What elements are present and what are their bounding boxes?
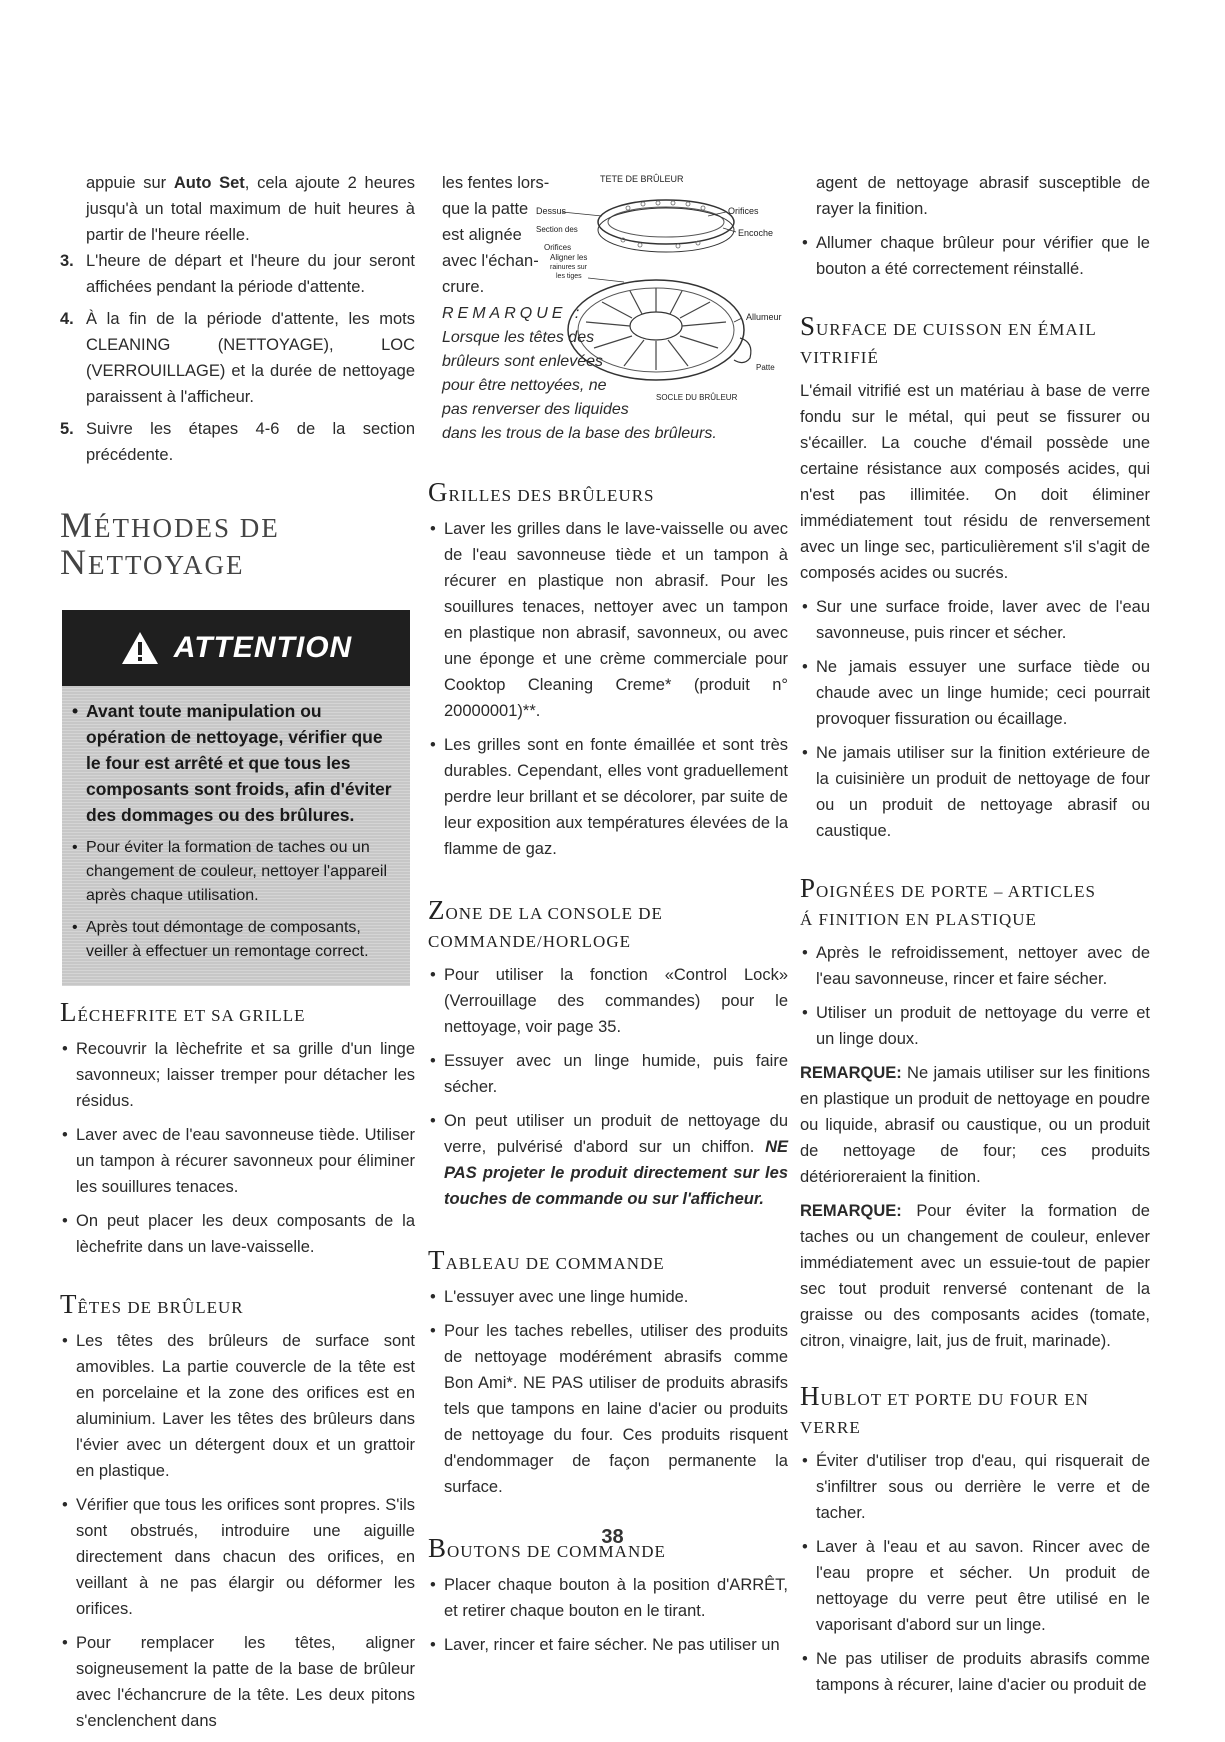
label-aligner: Aligner les [550, 253, 588, 262]
section-title-poignees: POIGNÉES DE PORTE – ARTICLES Á FINITION EN PLASTIQUE [800, 873, 1096, 929]
list-item: • Laver avec de l'eau savonneuse tiède. Utiliser un tampon à récurer savonneux pour éliminer les souillures tenaces. [60, 1122, 415, 1200]
burner-diagram-block [428, 170, 788, 442]
list-item: • Les têtes des brûleurs de surface sont amovibles. La partie couvercle de la tête est en porcelaine et la zone des orifices est en aluminium. Laver les têtes des brûleurs dans l'évier avec un détergent doux et un grattoir en plastique. [60, 1328, 415, 1484]
list-item: • Les grilles sont en fonte émaillée et sont très durables. Cependant, elles vont graduellement perdre leur brillant et se décolorer, par suite de leur exposition aux températures élevées de la flamme de gaz. [428, 732, 788, 862]
label-encoche: Encoche [738, 228, 774, 238]
diagram-side-text: les fentes lors- que la patte est alignée avec l'échan- crure. [442, 174, 550, 296]
list-item: • Recouvrir la lèchefrite et sa grille d'un linge savonneux; laisser tremper pour détacher les résidus. [60, 1036, 415, 1114]
section-title-surface: SURFACE DE CUISSON EN ÉMAIL VITRIFIÉ [800, 311, 1097, 367]
label-dessus: Dessus [536, 206, 567, 216]
label-allumeur: Allumeur [746, 312, 782, 322]
warning-header [62, 610, 410, 686]
list-item: • Allumer chaque brûleur pour vérifier que le bouton a été correctement réinstallé. [800, 230, 1150, 282]
label-orifices-section: Orifices [544, 243, 572, 252]
intro-paragraph: appuie sur Auto Set, cela ajoute 2 heures jusqu'à un total maximum de huit heures à partir de l'heure réelle. [86, 174, 415, 244]
label-socle: SOCLE DU BRÛLEUR [656, 393, 738, 402]
list-item: • On peut utiliser un produit de nettoyage du verre, pulvérisé d'abord sur un chiffon. NE PAS projeter le produit directement sur les touches de commande ou sur l'afficheur. [428, 1108, 788, 1212]
step-4: 4. À la fin de la période d'attente, les mots CLEANING (NETTOYAGE), LOC (VERROUILLAGE) et la durée de nettoyage paraissent à l'afficheur. [60, 310, 415, 406]
label-patte: Patte [756, 363, 775, 372]
column-3 [800, 170, 1150, 1706]
section-title-lechefrite: LÉCHEFRITE ET SA GRILLE [60, 997, 306, 1027]
cleaning-methods-title: MÉTHODES DE NETTOYAGE [60, 505, 280, 582]
auto-set-label: Auto Set [173, 174, 245, 192]
surface-paragraph: L'émail vitrifié est un matériau à base de verre fondu sur le métal, qui peut se fissurer ou s'écailler. La couche d'émail possède une certaine résistance aux composés acides, qui n'est pas illimitée. On doit éliminer immédiatement tout résidu de renversement avec un linge sec, particulièrement s'il s'agit de composés acides ou sucrés. [800, 382, 1150, 582]
list-item: • On peut placer les deux composants de la lèchefrite dans un lave-vaisselle. [60, 1208, 415, 1260]
note-label: REMARQUE : [442, 305, 584, 322]
column-1 [60, 170, 415, 1742]
warning-item: • Pour éviter la formation de taches ou un changement de couleur, nettoyer l'appareil après chaque utilisation. [72, 836, 400, 908]
list-item: • Pour les taches rebelles, utiliser des produits de nettoyage modérément abrasifs comme Bon Ami*. NE PAS utiliser de produits abrasifs tels que tampons en laine d'acier ou produits de nettoyage du four. Ces produits risquent d'endommager de façon permanente la surface. [428, 1318, 788, 1500]
list-item: • L'essuyer avec une linge humide. [428, 1284, 788, 1310]
list-item: • Placer chaque bouton à la position d'ARRÊT, et retirer chaque bouton en le tirant. [428, 1572, 788, 1624]
section-title-console: ZONE DE LA CONSOLE DE COMMANDE/HORLOGE [428, 895, 663, 951]
label-orifices: Orifices [728, 206, 759, 216]
label-aligner: les tiges [556, 273, 582, 280]
list-item: • Laver les grilles dans le lave-vaisselle ou avec de l'eau savonneuse tiède et un tampon à récurer en plastique non abrasif. Pour les souillures tenaces, nettoyer avec un tampon en plastique non abrasif, savonneux, ou avec une éponge et une crème commerciale pour Cooktop Cleaning Creme* (produit n° 20000001)**. [428, 516, 788, 724]
list-item: • Ne jamais essuyer une surface tiède ou chaude avec un linge humide; ceci pourrait provoquer fissuration ou écaillage. [800, 654, 1150, 732]
section-title-grilles: GRILLES DES BRÛLEURS [428, 477, 655, 507]
step-3: 3. L'heure de départ et l'heure du jour seront affichées pendant la période d'attente. [60, 252, 415, 296]
warning-item: • Avant toute manipulation ou opération de nettoyage, vérifier que le four est arrêté et que tous les composants sont froids, afin d'éviter des dommages ou des brûlures. [72, 698, 400, 828]
list-item: • Ne jamais utiliser sur la finition extérieure de la cuisinière un produit de nettoyage de four ou un produit de nettoyage abrasif ou caustique. [800, 740, 1150, 844]
section-title-hublot: HUBLOT ET PORTE DU FOUR EN VERRE [800, 1381, 1089, 1437]
list-item: • Laver à l'eau et au savon. Rincer avec de l'eau propre et sécher. Un produit de nettoyage du verre peut être utilisé en le vaporisant d'abord sur un linge. [800, 1534, 1150, 1638]
section-title-tetes: TÊTES DE BRÛLEUR [60, 1289, 244, 1319]
label-tete: TETE DE BRÛLEUR [600, 174, 684, 184]
list-item: • Sur une surface froide, laver avec de l'eau savonneuse, puis rincer et sécher. [800, 594, 1150, 646]
note-paragraph: REMARQUE: Ne jamais utiliser sur les finitions en plastique un produit de nettoyage en poudre ou liquide, abrasif ou caustique, ou un produit de nettoyage de four; ces produits détérioreraient la finition. [800, 1064, 1150, 1186]
continuation-text: agent de nettoyage abrasif susceptible de rayer la finition. [816, 174, 1150, 218]
list-item: • Ne pas utiliser de produits abrasifs comme tampons à récurer, laine d'acier ou produit de [800, 1646, 1150, 1698]
column-2 [428, 170, 788, 1666]
warning-item: • Après tout démontage de composants, veiller à effectuer un remontage correct. [72, 916, 400, 964]
note-block: REMARQUE : Lorsque les têtes des brûleurs sont enlevées pour être nettoyées, ne pas renverser des liquides dans les trous de la base des brûleurs. [442, 302, 642, 446]
step-5: 5. Suivre les étapes 4-6 de la section précédente. [60, 420, 415, 464]
warning-title: ATTENTION [173, 631, 353, 664]
list-item: • Essuyer avec un linge humide, puis faire sécher. [428, 1048, 788, 1100]
warning-box [62, 610, 410, 986]
list-item: • Pour remplacer les têtes, aligner soigneusement la patte de la base de brûleur avec l'échancrure de la tête. Les deux pitons s'enclenchent dans [60, 1630, 415, 1734]
note-paragraph: REMARQUE: Pour éviter la formation de taches ou un changement de couleur, enlever immédiatement avec un essuie-tout de papier sec tout produit renversé contenant de la graisse ou des composants acides (tomate, citron, vinaigre, lait, jus de fruit, marinade). [800, 1202, 1150, 1350]
section-title-boutons: BOUTONS DE COMMANDE [428, 1533, 666, 1563]
list-item: • Laver, rincer et faire sécher. Ne pas utiliser un [428, 1632, 788, 1658]
list-item: • Utiliser un produit de nettoyage du verre et un linge doux. [800, 1000, 1150, 1052]
label-section: Section des [536, 225, 578, 234]
page-number: 38 [601, 1526, 624, 1548]
list-item: • Éviter d'utiliser trop d'eau, qui risquerait de s'infiltrer sous ou derrière le verre et de tacher. [800, 1448, 1150, 1526]
list-item: • Vérifier que tous les orifices sont propres. S'ils sont obstrués, introduire une aiguille directement dans chacun des orifices, en veillant à ne pas élargir ou déformer les orifices. [60, 1492, 415, 1622]
section-title-tableau: TABLEAU DE COMMANDE [428, 1245, 665, 1275]
list-item: • Après le refroidissement, nettoyer avec de l'eau savonneuse, rincer et faire sécher. [800, 940, 1150, 992]
label-aligner: rainures sur [550, 264, 587, 271]
list-item: • Pour utiliser la fonction «Control Lock» (Verrouillage des commandes) pour le nettoyage, voir page 35. [428, 962, 788, 1040]
warning-triangle-icon [120, 630, 160, 666]
